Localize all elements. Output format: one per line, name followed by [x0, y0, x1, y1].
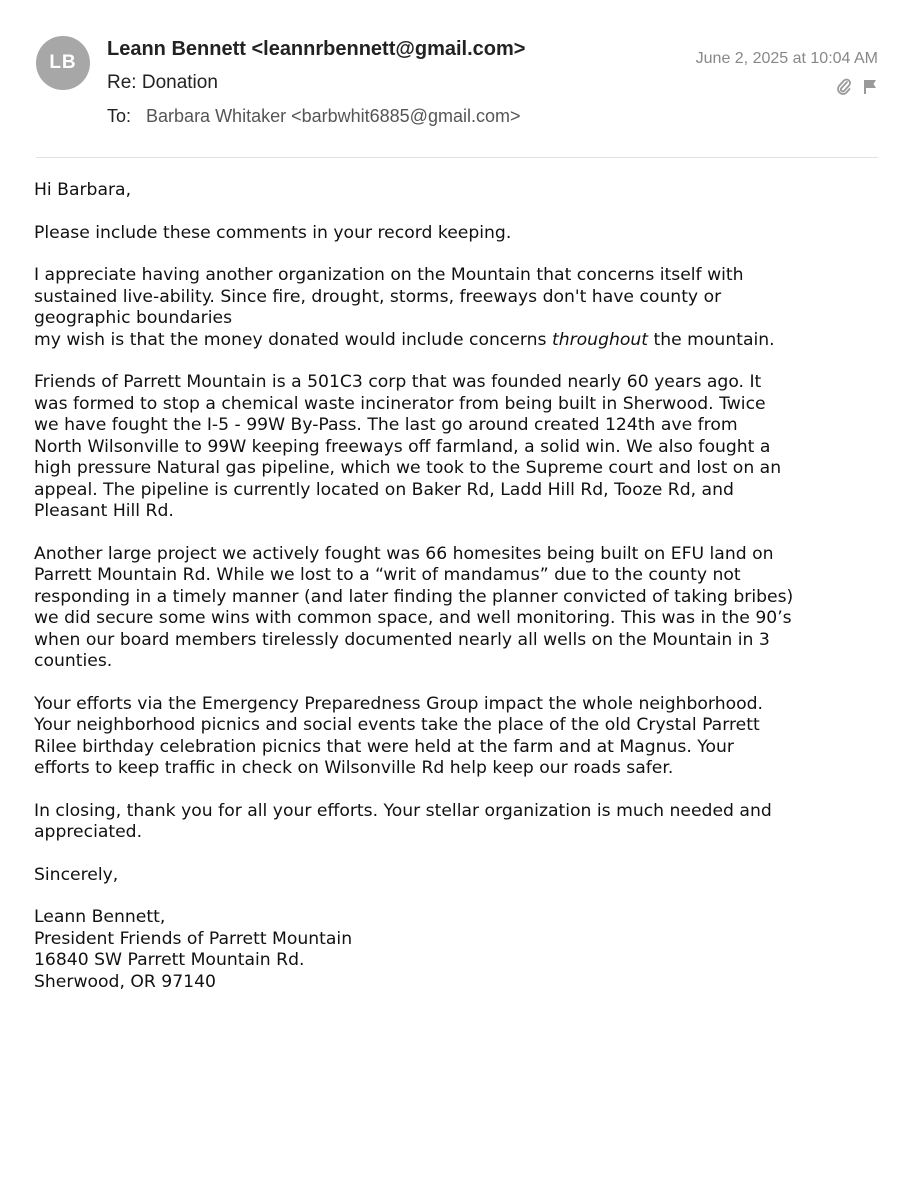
text-line: Friends of Parrett Mountain is a 501C3 corp that was founded nearly 60 years ago. It: [34, 372, 762, 392]
signature-city: Sherwood, OR 97140: [34, 971, 216, 992]
text-line: North Wilsonville to 99W keeping freeways off farmland, a solid win. We also fought a: [34, 436, 771, 457]
sender-line[interactable]: Leann Bennett <leannrbennett@gmail.com>: [107, 38, 526, 60]
signature-title: President Friends of Parrett Mountain: [34, 928, 353, 949]
text-line: efforts to keep traffic in check on Wilsonville Rd help keep our roads safer.: [34, 758, 674, 778]
text-line: Another large project we actively fought was 66 homesites being built on EFU land on: [34, 543, 774, 564]
sender-avatar: LB: [36, 36, 90, 90]
text-line: In closing, thank you for all your efforts. Your stellar organization is much needed and: [34, 800, 772, 821]
subject-line: Re: Donation: [107, 72, 218, 93]
header-divider: [36, 157, 878, 158]
text-segment: the mountain.: [648, 329, 775, 350]
text-line: responding in a timely manner (and later finding the planner convicted of taking bribes): [34, 586, 794, 607]
text-line: was formed to stop a chemical waste incinerator from being built in Sherwood. Twice: [34, 393, 766, 414]
greeting: Hi Barbara,: [34, 180, 132, 200]
signature-name: Leann Bennett,: [34, 907, 166, 927]
text-line: [34, 330, 884, 352]
paragraph-5: [34, 694, 884, 780]
recipient-address[interactable]: Barbara Whitaker <barbwhit6885@gmail.com>: [146, 106, 521, 126]
text-line: we did secure some wins with common space, and well monitoring. This was in the 90’s: [34, 608, 792, 628]
email-header: [0, 0, 920, 165]
header-icons: [836, 78, 878, 96]
recipient-line: [107, 106, 520, 127]
text-line: appreciated.: [34, 822, 143, 842]
text-line: Your neighborhood picnics and social events take the place of the old Crystal Parrett: [34, 715, 760, 735]
text-line: counties.: [34, 651, 113, 671]
text-line: we have fought the I-5 - 99W By-Pass. The last go around created 124th ave from: [34, 415, 738, 435]
paperclip-icon[interactable]: [836, 78, 852, 96]
flag-icon[interactable]: [862, 78, 878, 96]
text-line: Pleasant Hill Rd.: [34, 501, 174, 521]
text-line: I appreciate having another organization on the Mountain that concerns itself with: [34, 265, 744, 285]
text-line: when our board members tirelessly documented nearly all wells on the Mountain in 3: [34, 629, 770, 650]
text-line: high pressure Natural gas pipeline, which we took to the Supreme court and lost on an: [34, 458, 782, 478]
paragraph-2: [34, 265, 884, 351]
paragraph-1: Please include these comments in your record keeping.: [34, 222, 512, 243]
text-line: Rilee birthday celebration picnics that were held at the farm and at Magnus. Your: [34, 736, 734, 757]
signature-address: 16840 SW Parrett Mountain Rd.: [34, 950, 305, 970]
closing: Sincerely,: [34, 864, 119, 885]
email-body: [34, 180, 884, 1014]
signature-block: [34, 907, 884, 993]
paragraph-4: [34, 544, 884, 673]
paragraph-3: [34, 372, 884, 523]
to-label: To:: [107, 106, 132, 126]
text-line: geographic boundaries: [34, 308, 233, 328]
emphasis-text: throughout: [551, 329, 649, 350]
sent-date: June 2, 2025 at 10:04 AM: [695, 50, 878, 67]
text-line: appeal. The pipeline is currently located on Baker Rd, Ladd Hill Rd, Tooze Rd, and: [34, 479, 734, 500]
text-line: Your efforts via the Emergency Preparedness Group impact the whole neighborhood.: [34, 693, 763, 714]
paragraph-6: [34, 801, 884, 844]
text-line: Parrett Mountain Rd. While we lost to a “writ of mandamus” due to the county not: [34, 565, 741, 585]
text-line: sustained live-ability. Since fire, drought, storms, freeways don't have county or: [34, 286, 722, 307]
text-segment: my wish is that the money donated would include concerns: [34, 329, 552, 350]
